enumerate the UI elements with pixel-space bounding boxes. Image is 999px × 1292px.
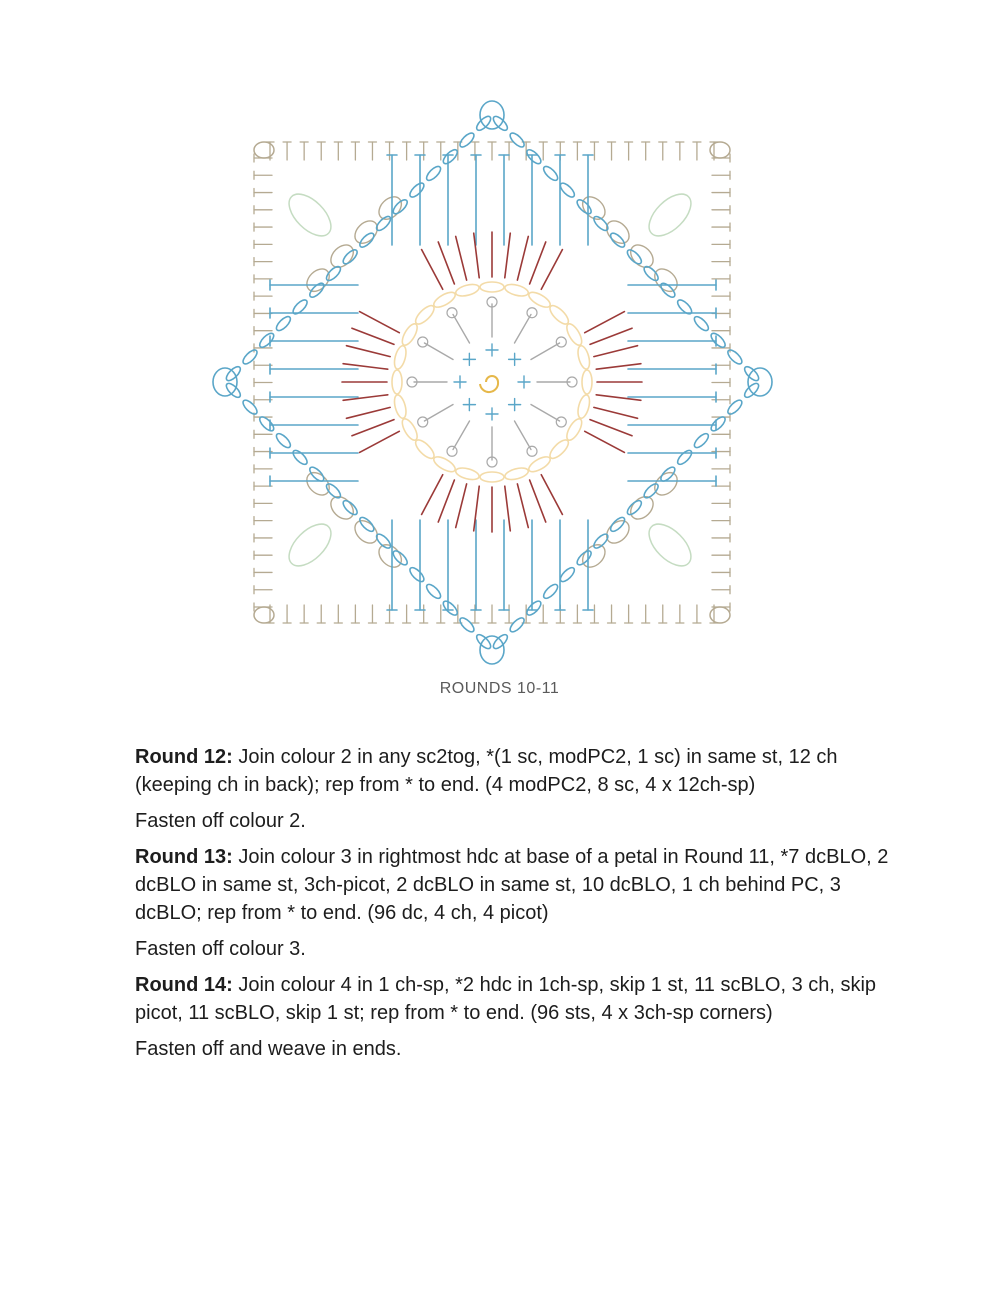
- chain-stitch: [324, 264, 342, 282]
- chain-stitch: [291, 448, 309, 466]
- cream-chain: [480, 282, 504, 292]
- cream-chain: [392, 370, 402, 394]
- fan-stitch: [590, 328, 632, 344]
- chain-stitch: [726, 398, 744, 416]
- chain-stitch: [508, 131, 526, 149]
- cream-chain: [576, 345, 592, 371]
- fan-stitch: [438, 242, 454, 284]
- cream-chain: [564, 417, 585, 443]
- chain-stitch: [458, 616, 476, 634]
- puff-cluster: [480, 636, 504, 664]
- inner-stitch: [531, 405, 560, 422]
- fasten-off-colour-3: Fasten off colour 3.: [135, 938, 306, 960]
- round-13-text: Join colour 3 in rightmost hdc at base of a petal in Round 11, *7 dcBLO, 2 dcBLO in same st, 3ch-picot, 2 dcBLO in same st, 10 dcBLO, 1 ch behind PC, 3 dcBLO; rep from * to end. (96 dc, 4 ch, 4 picot): [135, 846, 889, 924]
- chain-stitch: [508, 616, 526, 634]
- inner-stitch: [515, 421, 532, 450]
- chain-stitch: [625, 248, 643, 266]
- chain-stitch: [241, 398, 259, 416]
- round-13-label: Round 13:: [135, 846, 233, 868]
- cream-chain: [392, 345, 408, 371]
- chain-stitch: [274, 314, 292, 332]
- chain-stitch: [608, 515, 626, 533]
- chain-stitch: [358, 515, 376, 533]
- fan-stitch: [346, 346, 390, 357]
- leaf-stitch: [642, 517, 699, 574]
- fan-stitch: [541, 250, 562, 290]
- chain-stitch: [608, 231, 626, 249]
- fan-stitch: [360, 312, 400, 333]
- fan-stitch: [594, 346, 638, 357]
- chain-stitch: [424, 582, 442, 600]
- round-14-label: Round 14:: [135, 974, 233, 996]
- inner-loop: [418, 337, 428, 347]
- bobble-stitch: [327, 241, 358, 272]
- cream-chain: [504, 282, 530, 298]
- fan-stitch: [517, 236, 528, 280]
- cream-chain: [432, 289, 458, 310]
- puff-cluster: [748, 368, 772, 396]
- inner-stitch: [453, 314, 470, 343]
- round-14-text: Join colour 4 in 1 ch-sp, *2 hdc in 1ch-sp, skip 1 st, 11 scBLO, 3 ch, skip picot, 11 scBLO, skip 1 st; rep from * to end. (96 sts, 4 x 3ch-sp corners): [135, 974, 877, 1024]
- chain-stitch: [358, 231, 376, 249]
- chain-stitch: [474, 632, 492, 650]
- round-13-paragraph: [135, 843, 895, 927]
- chain-stitch: [341, 498, 359, 516]
- chain-stitch: [692, 314, 710, 332]
- chain-stitch: [441, 148, 459, 166]
- bobble-stitch: [626, 241, 657, 272]
- cream-chain: [527, 289, 553, 310]
- bobble-stitch: [351, 516, 382, 547]
- cream-chain: [582, 370, 592, 394]
- cream-chain: [547, 437, 571, 461]
- chain-stitch: [525, 599, 543, 617]
- figure-caption: ROUNDS 10-11: [439, 680, 560, 697]
- fan-stitch: [360, 431, 400, 452]
- cream-chain: [576, 394, 592, 420]
- chain-stitch: [441, 599, 459, 617]
- inner-stitch: [531, 343, 560, 360]
- inner-loop: [527, 308, 537, 318]
- fan-stitch: [585, 431, 625, 452]
- fan-stitch: [594, 407, 638, 418]
- puff-cluster: [213, 368, 237, 396]
- fan-stitch: [505, 233, 510, 278]
- round-12-label: Round 12:: [135, 746, 233, 768]
- chain-stitch: [692, 431, 710, 449]
- inner-stitch: [515, 314, 532, 343]
- bobble-stitch: [602, 217, 633, 248]
- leaf-stitch: [282, 517, 339, 574]
- cream-chain: [527, 454, 553, 475]
- chain-stitch: [374, 532, 392, 550]
- chain-stitch: [592, 532, 610, 550]
- chain-stitch: [726, 348, 744, 366]
- corner-picot: [254, 607, 274, 623]
- cream-chain: [504, 466, 530, 482]
- chain-stitch: [541, 164, 559, 182]
- fan-stitch: [352, 420, 394, 436]
- fasten-off-colour-2: Fasten off colour 2.: [135, 810, 306, 832]
- fan-stitch: [346, 407, 390, 418]
- inner-stitch: [424, 405, 453, 422]
- chain-stitch: [408, 565, 426, 583]
- chain-stitch: [224, 381, 242, 399]
- inner-loop: [447, 308, 457, 318]
- chain-stitch: [408, 181, 426, 199]
- fan-stitch: [438, 480, 454, 522]
- bobble-stitch: [351, 217, 382, 248]
- cream-chain: [547, 303, 571, 327]
- fan-stitch: [352, 328, 394, 344]
- fan-stitch: [530, 480, 546, 522]
- cream-chain: [455, 282, 481, 298]
- cream-chain: [564, 322, 585, 348]
- fasten-off-final: Fasten off and weave in ends.: [135, 1038, 402, 1060]
- crochet-chart: [200, 95, 800, 675]
- crochet-chart-drawing: [200, 95, 800, 675]
- chain-stitch: [458, 131, 476, 149]
- chain-stitch: [625, 498, 643, 516]
- cream-chain: [432, 454, 458, 475]
- pattern-instructions: [135, 743, 895, 1071]
- round-12-text: Join colour 2 in any sc2tog, *(1 sc, modPC2, 1 sc) in same st, 12 ch (keeping ch in back); rep from * to end. (4 modPC2, 8 sc, 4 x 12ch-sp): [135, 746, 838, 796]
- bobble-stitch: [327, 492, 358, 523]
- inner-loop: [556, 337, 566, 347]
- chain-stitch: [675, 448, 693, 466]
- fan-stitch: [456, 484, 467, 528]
- fan-stitch: [585, 312, 625, 333]
- cream-chain: [413, 437, 437, 461]
- inner-loop: [556, 417, 566, 427]
- fan-stitch: [541, 475, 562, 515]
- inner-loop: [527, 446, 537, 456]
- round-12-paragraph: [135, 743, 895, 799]
- fan-stitch: [422, 250, 443, 290]
- chain-stitch: [558, 181, 576, 199]
- inner-loop: [418, 417, 428, 427]
- fan-stitch: [422, 475, 443, 515]
- bobble-stitch: [626, 492, 657, 523]
- magic-ring: [480, 376, 498, 392]
- fan-stitch: [456, 236, 467, 280]
- chain-stitch: [525, 148, 543, 166]
- cream-chain: [455, 466, 481, 482]
- inner-stitch: [424, 343, 453, 360]
- cream-chain: [399, 417, 420, 443]
- chain-stitch: [541, 582, 559, 600]
- corner-picot: [710, 607, 730, 623]
- chain-stitch: [558, 565, 576, 583]
- chain-stitch: [224, 364, 242, 382]
- puff-cluster: [480, 101, 504, 129]
- chain-stitch: [742, 381, 760, 399]
- leaf-stitch: [642, 187, 699, 244]
- chain-stitch: [374, 214, 392, 232]
- cream-chain: [413, 303, 437, 327]
- chain-stitch: [642, 482, 660, 500]
- cream-chain: [392, 394, 408, 420]
- leaf-stitch: [282, 187, 339, 244]
- fan-stitch: [530, 242, 546, 284]
- fan-stitch: [590, 420, 632, 436]
- chain-stitch: [491, 114, 509, 132]
- corner-picot: [254, 142, 274, 158]
- inner-stitch: [453, 421, 470, 450]
- chain-stitch: [424, 164, 442, 182]
- fan-stitch: [505, 486, 510, 531]
- chain-stitch: [642, 264, 660, 282]
- fan-stitch: [517, 484, 528, 528]
- corner-picot: [710, 142, 730, 158]
- chain-stitch: [341, 248, 359, 266]
- chain-stitch: [474, 114, 492, 132]
- chain-stitch: [274, 431, 292, 449]
- chain-stitch: [491, 632, 509, 650]
- chain-stitch: [742, 364, 760, 382]
- round-14-paragraph: [135, 971, 895, 1027]
- bobble-stitch: [602, 516, 633, 547]
- cream-chain: [399, 322, 420, 348]
- cream-chain: [480, 472, 504, 482]
- chain-stitch: [241, 348, 259, 366]
- inner-loop: [447, 446, 457, 456]
